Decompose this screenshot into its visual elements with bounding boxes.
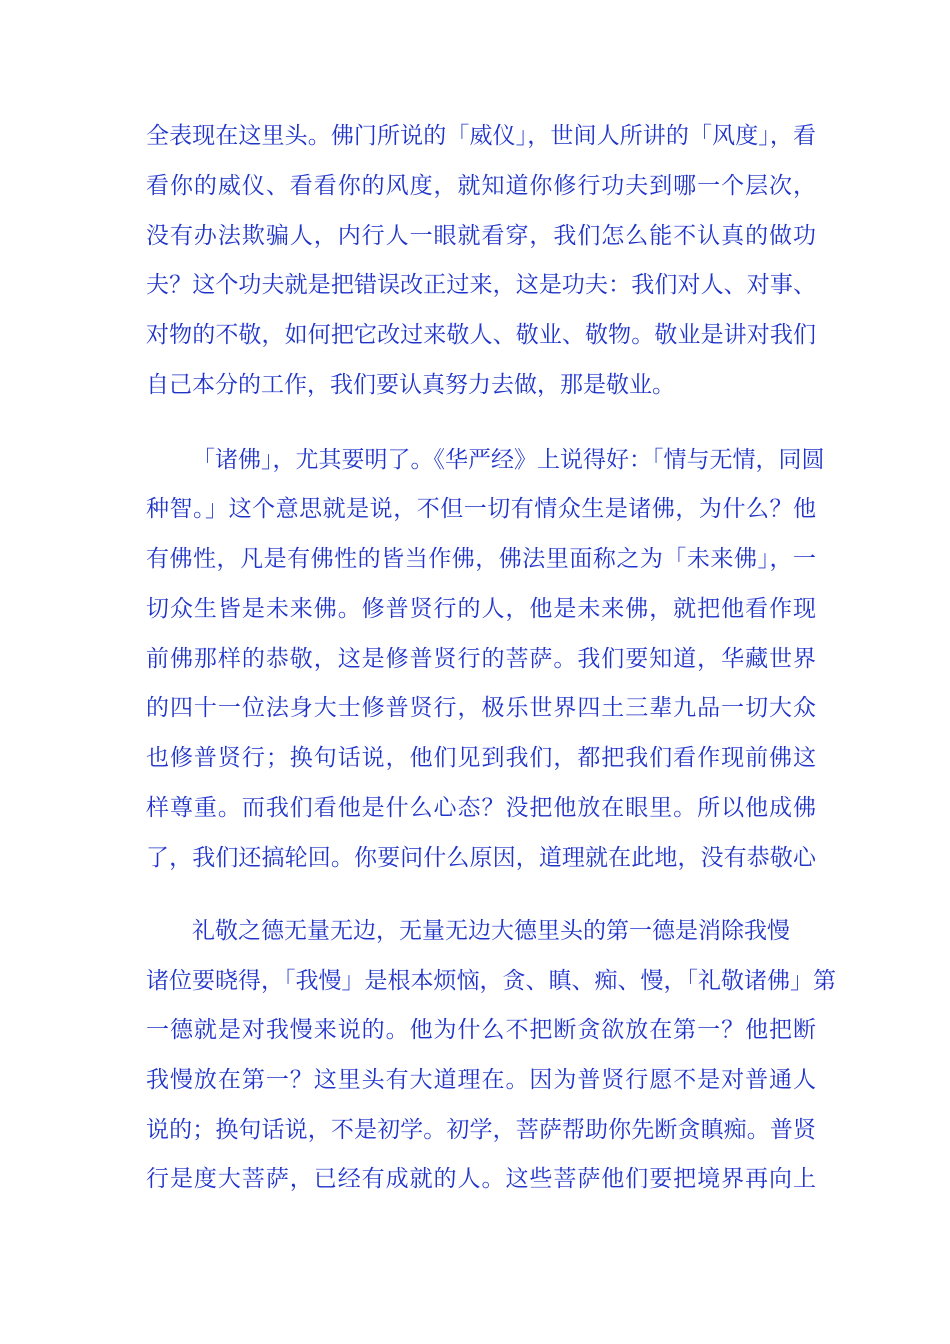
text-line: 了，我们还搞轮回。你要问什么原因，道理就在此地，没有恭敬心 — [146, 845, 816, 871]
text-line: 的四十一位法身大士修普贤行，极乐世界四土三辈九品一切大众 — [146, 695, 816, 721]
text-line: 全表现在这里头。佛门所说的「威仪」，世间人所讲的「风度」，看 — [146, 123, 816, 149]
text-line: 种智。」这个意思就是说，不但一切有情众生是诸佛，为什么？他 — [146, 496, 816, 522]
text-line: 礼敬之德无量无边，无量无边大德里头的第一德是消除我慢 — [192, 918, 790, 944]
text-line: 诸位要晓得，「我慢」是根本烦恼，贪、瞋、痴、慢，「礼敬诸佛」第 — [146, 968, 836, 994]
text-line: 对物的不敬，如何把它改过来敬人、敬业、敬物。敬业是讲对我们 — [146, 322, 816, 348]
text-line: 也修普贤行；换句话说，他们见到我们，都把我们看作现前佛这 — [146, 745, 816, 771]
text-line: 夫？这个功夫就是把错误改正过来，这是功夫：我们对人、对事、 — [146, 272, 816, 298]
text-line: 前佛那样的恭敬，这是修普贤行的菩萨。我们要知道，华藏世界 — [146, 646, 816, 672]
text-line: 行是度大菩萨，已经有成就的人。这些菩萨他们要把境界再向上 — [146, 1166, 816, 1192]
text-line: 我慢放在第一？这里头有大道理在。因为普贤行愿不是对普通人 — [146, 1067, 816, 1093]
text-line: 没有办法欺骗人，内行人一眼就看穿，我们怎么能不认真的做功 — [146, 223, 816, 249]
text-line: 看你的威仪、看看你的风度，就知道你修行功夫到哪一个层次， — [146, 173, 816, 199]
text-line: 有佛性，凡是有佛性的皆当作佛，佛法里面称之为「未来佛」，一 — [146, 546, 816, 572]
text-line: 说的；换句话说，不是初学。初学，菩萨帮助你先断贪瞋痴。普贤 — [146, 1117, 816, 1143]
text-line: 一德就是对我慢来说的。他为什么不把断贪欲放在第一？他把断 — [146, 1017, 816, 1043]
text-line: 样尊重。而我们看他是什么心态？没把他放在眼里。所以他成佛 — [146, 795, 816, 821]
text-line: 「诸佛」，尤其要明了。《华严经》上说得好：「情与无情，同圆 — [192, 447, 825, 473]
text-line: 自己本分的工作，我们要认真努力去做，那是敬业。 — [146, 372, 675, 398]
text-line: 切众生皆是未来佛。修普贤行的人，他是未来佛，就把他看作现 — [146, 596, 816, 622]
